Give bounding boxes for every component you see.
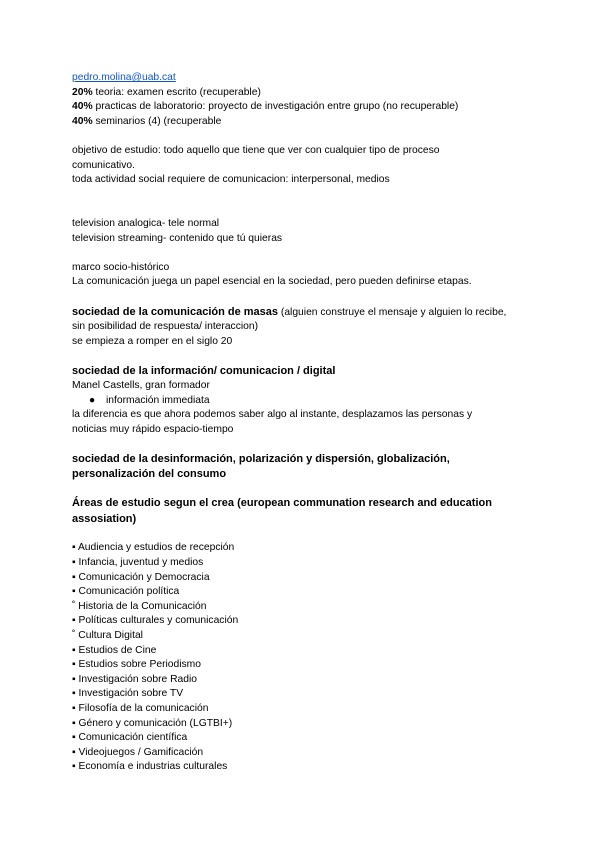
list-item: ▪ Género y comunicación (LGTBI+) xyxy=(72,717,233,729)
objective-line: comunicativo. xyxy=(72,159,135,171)
evaluation-percent: 20% xyxy=(72,86,93,98)
mass-society-line: se empieza a romper en el siglo 20 xyxy=(72,335,233,347)
tv-line: television streaming- contenido que tú quieras xyxy=(72,232,283,244)
list-item: ▪ Estudios de Cine xyxy=(72,644,157,656)
info-society-line: la diferencia es que ahora podemos saber algo al instante, desplazamos las personas y xyxy=(72,409,473,421)
evaluation-item xyxy=(72,86,542,101)
list-item: ▪ Investigación sobre Radio xyxy=(72,673,197,685)
evaluation-percent: 40% xyxy=(72,115,93,127)
spacer xyxy=(72,129,542,144)
objective-line: toda actividad social requiere de comunicacion: interpersonal, medios xyxy=(72,174,390,186)
info-society-title: sociedad de la información/ comunicacion / digital xyxy=(72,364,336,377)
list-item: ▪ Comunicación científica xyxy=(72,732,188,744)
list-item: ˚ Historia de la Comunicación xyxy=(72,600,207,612)
spacer xyxy=(72,489,542,496)
spacer xyxy=(72,349,542,364)
spacer xyxy=(72,437,542,452)
tv-line: television analogica- tele normal xyxy=(72,217,220,229)
list-item: ˚ Cultura Digital xyxy=(72,630,143,642)
framework-title: marco socio-histórico xyxy=(72,261,170,273)
mass-society-line xyxy=(72,305,542,321)
evaluation-item xyxy=(72,115,542,130)
evaluation-text: seminarios (4) (recuperable xyxy=(92,115,222,127)
list-item xyxy=(72,394,542,409)
info-society-line: Manel Castells, gran formador xyxy=(72,380,210,392)
list-item: ▪ Videojuegos / Gamificación xyxy=(72,746,204,758)
evaluation-percent: 40% xyxy=(72,101,93,113)
document-body xyxy=(72,71,542,775)
evaluation-item xyxy=(72,100,542,115)
list-item: ▪ Comunicación y Democracia xyxy=(72,571,210,583)
spacer xyxy=(72,290,542,305)
framework-text: La comunicación juega un papel esencial en la sociedad, pero pueden definirse etapas. xyxy=(72,276,472,288)
mass-society-text: (alguien construye el mensaje y alguien lo recibe, xyxy=(278,306,507,318)
list-item: ▪ Economía e industrias culturales xyxy=(72,761,228,773)
list-item: ▪ Filosofía de la comunicación xyxy=(72,702,209,714)
evaluation-text: practicas de laboratorio: proyecto de investigación entre grupo (no recuperable) xyxy=(92,101,459,113)
list-item: ▪ Audiencia y estudios de recepción xyxy=(72,542,235,554)
list-item: ▪ Políticas culturales y comunicación xyxy=(72,615,239,627)
list-item-text: información immediata xyxy=(106,394,210,406)
objective-line: objetivo de estudio: todo aquello que tiene que ver con cualquier tipo de proceso xyxy=(72,144,440,156)
disinfo-society-title: sociedad de la desinformación, polarización y dispersión, globalización, xyxy=(72,453,450,466)
list-item: ▪ Investigación sobre TV xyxy=(72,688,184,700)
evaluation-text: teoria: examen escrito (recuperable) xyxy=(92,86,261,98)
spacer xyxy=(72,527,542,542)
email-line xyxy=(72,71,542,86)
spacer xyxy=(72,246,542,261)
spacer xyxy=(72,202,542,217)
email-link[interactable]: pedro.molina@uab.cat xyxy=(72,72,176,83)
info-society-line: noticias muy rápido espacio-tiempo xyxy=(72,423,234,435)
list-item: ▪ Estudios sobre Periodismo xyxy=(72,659,201,671)
areas-heading: assosiation) xyxy=(72,512,137,525)
spacer xyxy=(72,482,542,489)
bullet-icon: ● xyxy=(89,394,96,406)
list-item: ▪ Comunicación política xyxy=(72,586,180,598)
spacer xyxy=(72,188,542,203)
list-item: ▪ Infancia, juventud y medios xyxy=(72,557,204,569)
areas-heading: Áreas de estudio segun el crea (european communation research and education xyxy=(72,497,492,510)
disinfo-society-title: personalización del consumo xyxy=(72,468,227,481)
mass-society-line: sin posibilidad de respuesta/ interaccion) xyxy=(72,321,259,333)
mass-society-title: sociedad de la comunicación de masas xyxy=(72,305,279,318)
